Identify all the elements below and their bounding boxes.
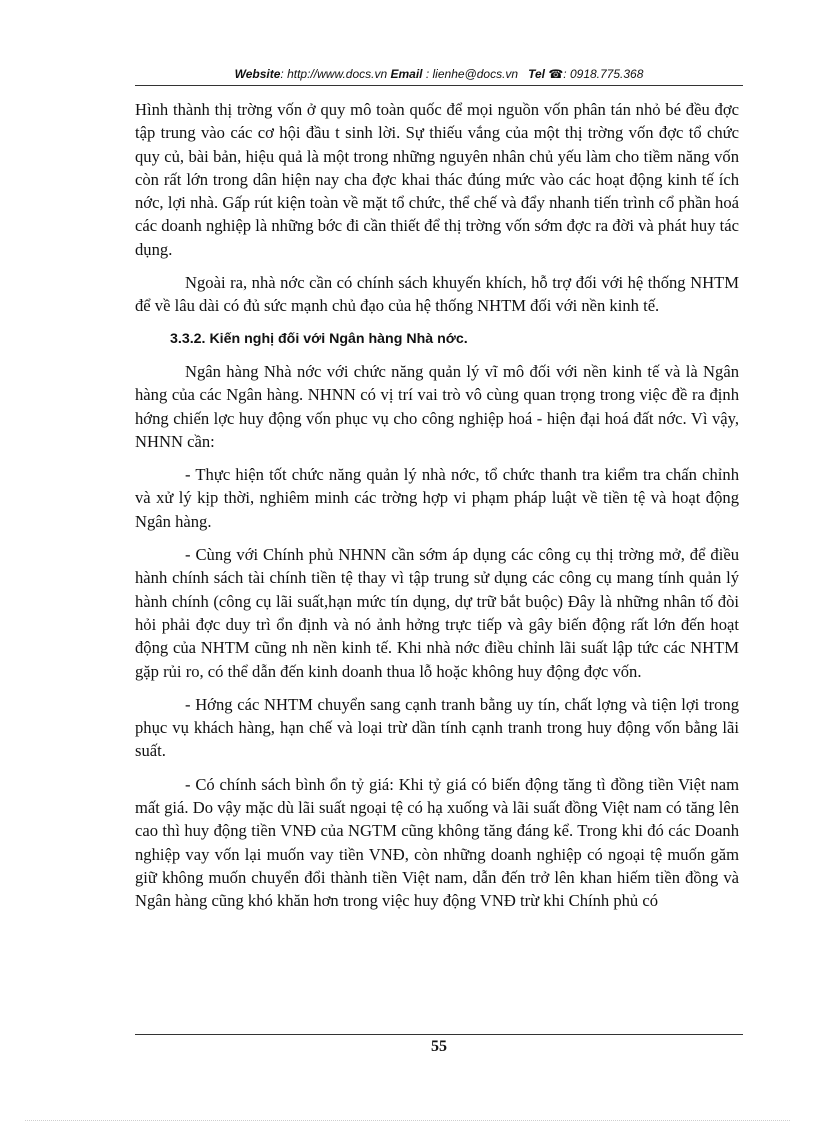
document-body [135,98,739,923]
paragraph-2: Ngoài ra, nhà nớc cần có chính sách khuyến khích, hỗ trợ đối với hệ thống NHTM để về lâu dài có đủ sức mạnh chủ đạo của hệ thống NHTM đối với nền kinh tế. [135,273,739,316]
email-value: : lienhe@docs.vn [425,67,519,81]
paragraph-5: - Cùng với Chính phủ NHNN cần sớm áp dụng các công cụ thị trờng mở, để điều hành chính sách tài chính tiền tệ thay vì tập trung sử dụng các công cụ mang tính quản lý hành chính (công cụ lãi suất,hạn mức tín dụng, dự trữ bắt buộc) Đây là những nhân tố đòi hỏi phải đợc duy trì ổn định và nó ảnh hởng trực tiếp và gây biến động rất lớn đến hoạt động của NHTM cũng nh nền kinh tế. Khi nhà nớc điều chỉnh lãi suất lập tức các NHTM gặp rủi ro, có thể dẫn đến kinh doanh thua lỗ hoặc không huy động đợc vốn. [135,545,739,681]
paragraph-4: - Thực hiện tốt chức năng quản lý nhà nớc, tổ chức thanh tra kiểm tra chấn chỉnh và xử lý kịp thời, nghiêm minh các trờng hợp vi phạm pháp luật về tiền tệ và hoạt động Ngân hàng. [135,465,739,531]
page-number: 55 [431,1038,447,1055]
email-label: Email [390,67,423,81]
footer-divider [135,1034,743,1035]
website-label: Website [234,67,281,81]
page-header [135,67,743,81]
header-divider [135,85,743,86]
section-heading: 3.3.2. Kiến nghị đối với Ngân hàng Nhà nớc. [170,330,468,347]
paragraph-6: - Hớng các NHTM chuyển sang cạnh tranh bằng uy tín, chất lợng và tiện lợi trong phục vụ khách hàng, hạn chế và loại trừ dần tính cạnh tranh trong huy động vốn bằng lãi suất. [135,694,739,761]
tel-label: Tel [528,67,545,81]
website-value: : http://www.docs.vn [280,67,388,81]
page-bottom-border [25,1120,790,1121]
paragraph-3: Ngân hàng Nhà nớc với chức năng quản lý vĩ mô đối với nền kinh tế và là Ngân hàng của các Ngân hàng. NHNN có vị trí vai trò vô cùng quan trọng trong việc đề ra định hớng chiến lợc huy động vốn phục vụ cho công nghiệp hoá - hiện đại hoá đất nớc. Vì vậy, NHNN cần: [135,361,739,451]
paragraph-1: Hình thành thị trờng vốn ở quy mô toàn quốc để mọi nguồn vốn phân tán nhỏ bé đều đợc tập trung vào các cơ hội đầu t sinh lời. Sự thiếu vắng của một thị trờng vốn đợc tổ chức quy củ, bài bản, hiệu quả là một trong những nguyên nhân chủ yếu làm cho tiềm năng vốn còn rất lớn trong dân hiện nay cha đợc khai thác đúng mức vào các hoạt động kinh tế ích nớc, lợi nhà. Gấp rút kiện toàn về mặt tổ chức, thể chế và đẩy nhanh tiến trình cổ phần hoá các doanh nghiệp là những bớc đi cần thiết để thị trờng vốn sớm đợc ra đời và phát huy tác dụng. [135,100,739,259]
paragraph-7: - Có chính sách bình ổn tỷ giá: Khi tỷ giá có biến động tăng tì đồng tiền Việt nam mất giá. Do vậy mặc dù lãi suất ngoại tệ có hạ xuống và lãi suất đồng Việt nam có tăng lên cao thì huy động tiền VNĐ của NGTM cũng không tăng đáng kể. Trong khi đó các Doanh nghiệp vay vốn lại muốn vay tiền VNĐ, còn những doanh nghiệp có ngoại tệ muốn găm giữ không muốn chuyển đổi thành tiền Việt nam, dẫn đến trở lên khan hiếm tiền đồng và Ngân hàng cũng khó khăn hơn trong việc huy động VNĐ trừ khi Chính phủ có [135,774,739,911]
phone-icon: ☎ [548,67,564,81]
tel-value: : 0918.775.368 [563,67,644,81]
